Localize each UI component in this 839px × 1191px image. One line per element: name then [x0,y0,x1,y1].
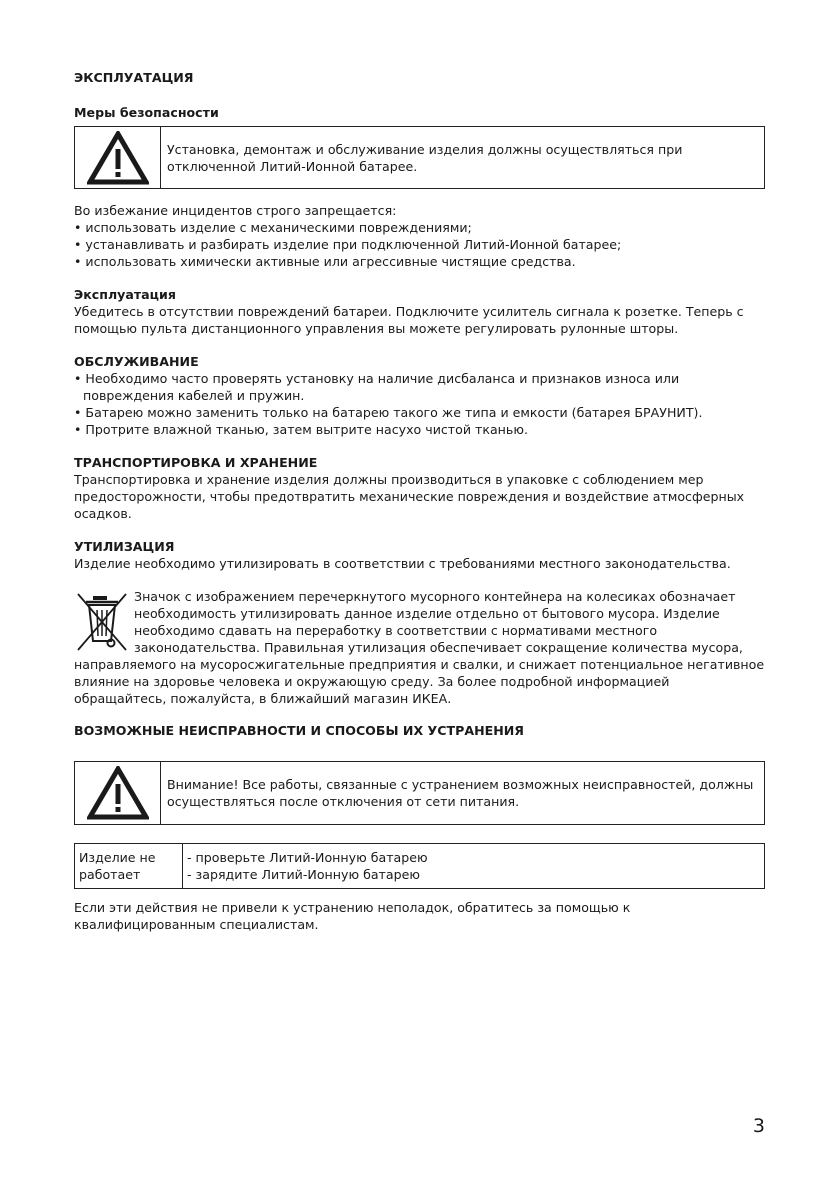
prohibited-intro: Во избежание инцидентов строго запрещается: [74,203,397,218]
maintenance-title: ОБСЛУЖИВАНИЕ [74,354,199,369]
page-number: 3 [752,1115,765,1137]
weee-text: Значок с изображением перечеркнутого мусорного контейнера на колесиках обозначает необходимость утилизировать данное изделие отдельно от бытового мусора. Изделие необходимо сдавать на переработку в соответствии с нормативами местного законодательства. Правильная утилизация обеспечивает сокращение количества мусора, направляемого на мусоросжигательные предприятия и свалки, и снижает потенциальное негативное влияние на здоровье человека и окружающую среду. За более подробной информацией обращайтесь, пожалуйста, в ближайший магазин ИКЕА. [74,589,765,706]
prohibited-list [74,202,765,270]
troubleshooting-warning-box [74,761,765,825]
problem-cell: Изделие не работает [79,850,156,882]
disposal-title: УТИЛИЗАЦИЯ [74,539,175,554]
safety-warning-box [74,126,765,189]
troubleshooting-table [74,843,765,889]
list-item: • использовать изделие с механическими повреждениями; [74,220,472,235]
warning-triangle-icon [87,766,149,820]
disposal-section [74,538,765,572]
list-item: • использовать химически активные или агрессивные чистящие средства. [74,254,576,269]
solution-item: - зарядите Литий-Ионную батарею [187,867,420,882]
operation-text: Убедитесь в отсутствии повреждений батареи. Подключите усилитель сигнала к розетке. Теперь с помощью пульта дистанционного управления вы можете регулировать рулонные шторы. [74,304,744,336]
weee-block [74,588,765,707]
operation-section [74,286,765,337]
troubleshooting-warning-text: Внимание! Все работы, связанные с устранением возможных неисправностей, должны осуществляться после отключения от сети питания. [167,777,754,809]
troubleshooting-footer [74,899,765,933]
safety-warning-text: Установка, демонтаж и обслуживание изделия должны осуществляться при отключенной Литий-Ионной батарее. [167,141,683,174]
maintenance-section [74,353,765,438]
troubleshooting-footer-text: Если эти действия не привели к устранению неполадок, обратитесь за помощью к квалифицированным специалистам. [74,900,631,932]
crossed-out-bin-icon [74,590,130,654]
transport-section [74,454,765,522]
list-item: • Необходимо часто проверять установку на наличие дисбаланса и признаков износа или повреждения кабелей и пружин. [74,371,680,403]
solution-item: - проверьте Литий-Ионную батарею [187,850,428,865]
list-item: • Батарею можно заменить только на батарею такого же типа и емкости (батарея БРАУНИТ). [74,405,703,420]
list-item: • устанавливать и разбирать изделие при подключенной Литий-Ионной батарее; [74,237,622,252]
transport-title: ТРАНСПОРТИРОВКА И ХРАНЕНИЕ [74,455,318,470]
troubleshooting-title: ВОЗМОЖНЫЕ НЕИСПРАВНОСТИ И СПОСОБЫ ИХ УСТРАНЕНИЯ [74,723,524,738]
list-item: • Протрите влажной тканью, затем вытрите насухо чистой тканью. [74,422,528,437]
transport-text: Транспортировка и хранение изделия должны производиться в упаковке с соблюдением мер предосторожности, чтобы предотвратить механические повреждения и воздействие атмосферных осадков. [74,472,745,521]
section-title: ЭКСПЛУАТАЦИЯ [74,70,194,85]
operation-title: Эксплуатация [74,287,176,302]
disposal-text: Изделие необходимо утилизировать в соответствии с требованиями местного законодательства. [74,556,731,571]
safety-title: Меры безопасности [74,105,219,120]
warning-triangle-icon [87,131,149,185]
